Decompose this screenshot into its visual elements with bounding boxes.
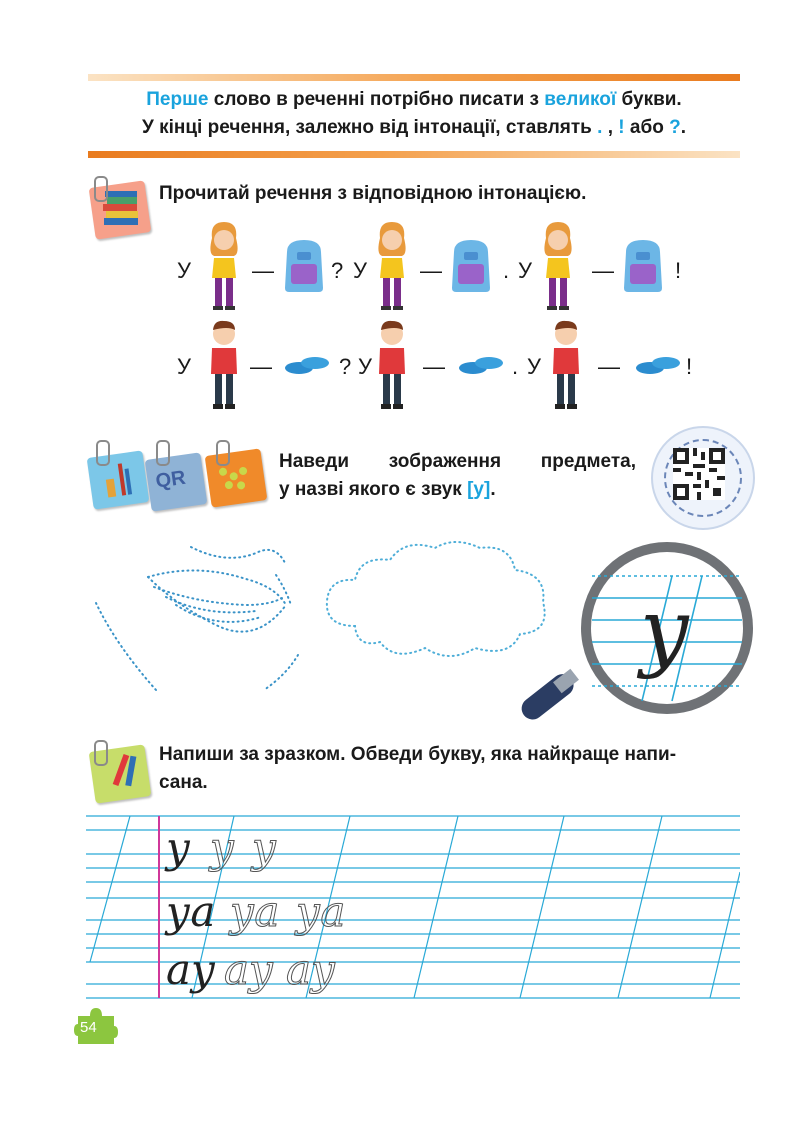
rule-top-bar <box>88 74 740 81</box>
trace-row-1b[interactable]: у <box>252 823 277 872</box>
backpack-icon <box>448 238 494 294</box>
pencil-notebook-icon <box>86 742 156 806</box>
boy-figure <box>204 318 244 412</box>
backpack-icon <box>620 238 666 294</box>
girl-figure <box>204 220 244 312</box>
girl-figure <box>372 220 412 312</box>
books-icon <box>86 178 156 238</box>
slippers-icon <box>634 354 682 376</box>
row2-prefix: У <box>177 354 191 379</box>
trace-row-2b[interactable]: уа <box>296 887 346 936</box>
boy-figure <box>546 318 586 412</box>
boy-figure <box>372 318 412 412</box>
row2-mark-3: ! <box>686 354 693 379</box>
row2-letter-3: У <box>527 354 541 379</box>
trace-row-3a[interactable]: ау <box>224 945 274 994</box>
sample-row-1: у <box>166 823 191 872</box>
row1-letter-3: У <box>518 258 532 283</box>
task3-title: Напиши за зразком. Обведи букву, яка найкраще напи- сана. <box>159 744 677 793</box>
row1-mark-1: ? <box>331 258 344 283</box>
row1-mark-3: ! <box>675 258 682 283</box>
row2-mark-2: . <box>512 354 519 379</box>
task1-title: Прочитай речення з відповідною інтонацією. <box>159 183 587 204</box>
row1-dash-1: — <box>252 258 274 283</box>
backpack-icon <box>281 238 327 294</box>
row1-prefix: У <box>177 258 191 283</box>
qr-code-icon[interactable] <box>673 448 725 500</box>
magnifier-letter: у <box>640 581 690 681</box>
slippers-icon <box>283 354 331 376</box>
rule-line-2: У кінці речення, залежно від інтонації, ставлять . , ! або ?. <box>142 117 686 138</box>
row1-dash-3: — <box>592 258 614 283</box>
row2-dash-1: — <box>250 354 272 379</box>
dots-card-icon <box>205 448 268 507</box>
task2-icons <box>86 440 276 514</box>
sample-row-2: уа <box>166 887 216 936</box>
row2-letter-2: У <box>358 354 372 379</box>
row1-mark-2: . <box>503 258 510 283</box>
rule-line-1: Перше слово в реченні потрібно писати з великої букви. <box>146 89 682 110</box>
row1-dash-2: — <box>420 258 442 283</box>
row1-letter-2: У <box>353 258 367 283</box>
trace-row-2a[interactable]: уа <box>230 887 280 936</box>
girl-figure <box>538 220 578 312</box>
task2-title: Наведи зображення предмета, у назві якого є звук [у]. <box>279 451 636 500</box>
trace-row-1a[interactable]: у <box>210 823 237 872</box>
qr-card-icon: QR <box>145 452 208 511</box>
slippers-icon <box>457 354 505 376</box>
row2-dash-3: — <box>598 354 620 379</box>
sample-row-3: ау <box>166 945 216 994</box>
rule-text <box>88 86 740 142</box>
row2-mark-1: ? <box>339 354 352 379</box>
page-number: 54 <box>80 1019 97 1036</box>
trace-row-3b[interactable]: ау <box>286 945 336 994</box>
rule-bottom-bar <box>88 151 740 158</box>
row2-dash-2: — <box>423 354 445 379</box>
magnifier-illustration <box>517 536 757 726</box>
